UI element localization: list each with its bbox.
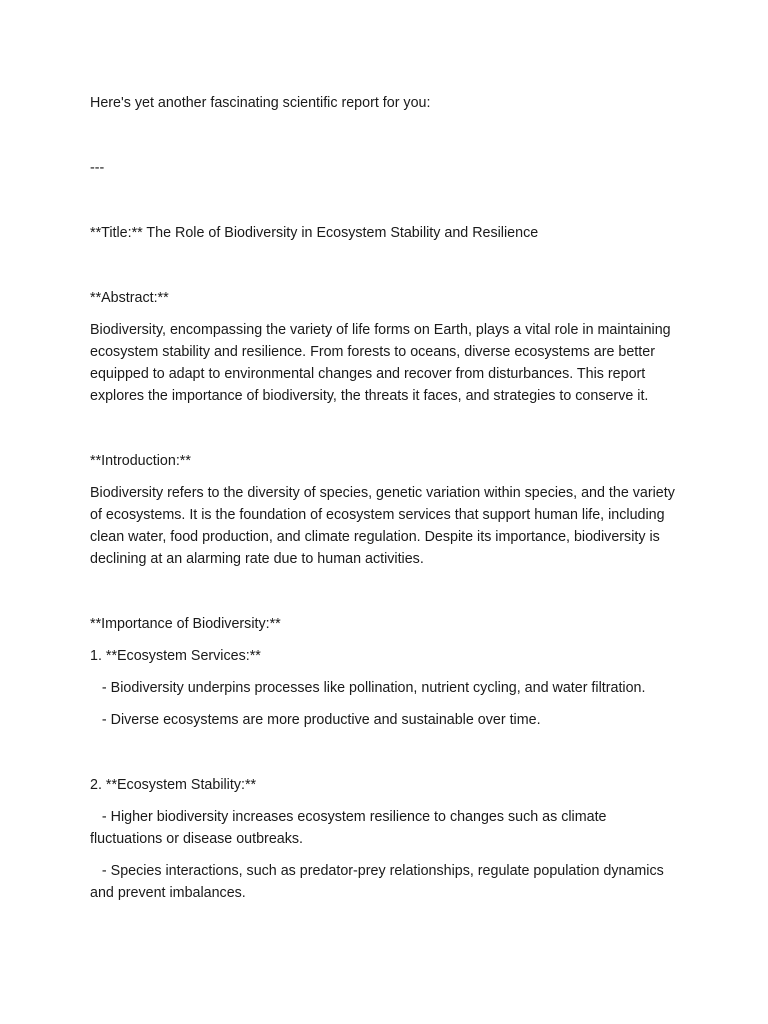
report-title: **Title:** The Role of Biodiversity in Ecosystem Stability and Resilience xyxy=(90,225,539,241)
intro-line: Here's yet another fascinating scientific report for you: xyxy=(90,95,431,111)
separator-line: --- xyxy=(90,160,105,176)
section1-bullet: - Biodiversity underpins processes like pollination, nutrient cycling, and water filtration. xyxy=(90,680,646,696)
document-body xyxy=(90,92,680,914)
introduction-heading: **Introduction:** xyxy=(90,453,191,469)
importance-heading: **Importance of Biodiversity:** xyxy=(90,616,281,632)
introduction-body: Biodiversity refers to the diversity of species, genetic variation within species, and the variety of ecosystems. It is the foundation of ecosystem services that support human life, including clean water, food production, and climate regulation. Despite its importance, biodiversity is declining at an alarming rate due to human activities. xyxy=(90,485,679,567)
section1-heading: 1. **Ecosystem Services:** xyxy=(90,648,261,664)
abstract-heading: **Abstract:** xyxy=(90,290,169,306)
section2-bullet: - Higher biodiversity increases ecosystem resilience to changes such as climate fluctuations or disease outbreaks. xyxy=(90,809,611,847)
section2-bullet: - Species interactions, such as predator-prey relationships, regulate population dynamics and prevent imbalances. xyxy=(90,863,668,901)
section2-heading: 2. **Ecosystem Stability:** xyxy=(90,777,257,793)
abstract-body: Biodiversity, encompassing the variety of life forms on Earth, plays a vital role in maintaining ecosystem stability and resilience. From forests to oceans, diverse ecosystems are better equipped to adapt to environmental changes and recover from disturbances. This report explores the importance of biodiversity, the threats it faces, and strategies to conserve it. xyxy=(90,322,675,404)
section1-bullet: - Diverse ecosystems are more productive and sustainable over time. xyxy=(90,712,541,728)
